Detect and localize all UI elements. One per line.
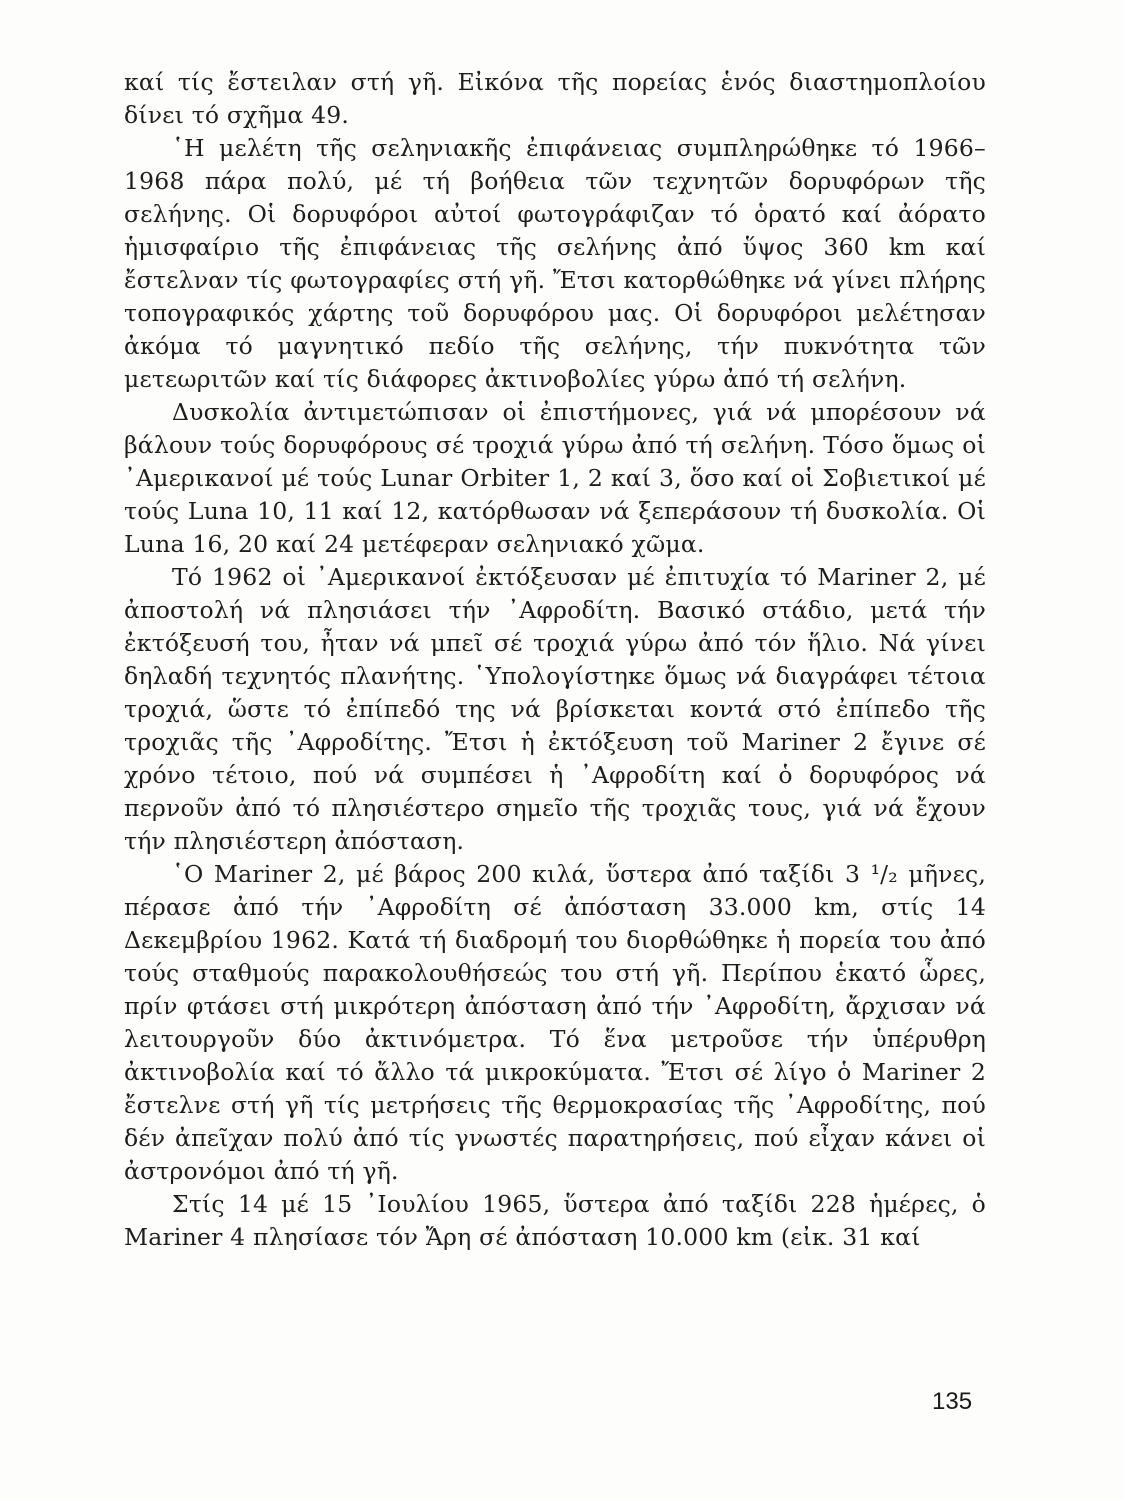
body-text [124, 66, 986, 1254]
paragraph-mariner-2-launch: Τό 1962 οἱ ᾿Αμερικανοί ἐκτόξευσαν μέ ἐπιτυχία τό Mariner 2, μέ ἀποστολή νά πλησιάσει τήν ᾿Αφροδίτη. Βασικό στάδιο, μετά τήν ἐκτόξευσή του, ἦταν νά μπεῖ σέ τροχιά γύρω ἀπό τόν ἥλιο. Νά γίνει δηλαδή τεχνητός πλανήτης. ῾Υπολογίστηκε ὅμως νά διαγράφει τέτοια τροχιά, ὥστε τό ἐπίπεδό της νά βρίσκεται κοντά στό ἐπίπεδο τῆς τροχιᾶς τῆς ᾿Αφροδίτης. Ἔτσι ἡ ἐκτόξευση τοῦ Mariner 2 ἔγινε σέ χρόνο τέτοιο, πού νά συμπέσει ἡ ᾿Αφροδίτη καί ὁ δορυφόρος νά περνοῦν ἀπό τό πλησιέστερο σημεῖο τῆς τροχιᾶς τους, γιά νά ἔχουν τήν πλησιέστερη ἀπόσταση. [124, 563, 986, 855]
paragraph-mariner-2-venus: ῾Ο Mariner 2, μέ βάρος 200 κιλά, ὕστερα ἀπό ταξίδι 3 ¹/₂ μῆνες, πέρασε ἀπό τήν ᾿Αφροδίτη σέ ἀπόσταση 33.000 km, στίς 14 Δεκεμβρίου 1962. Κατά τή διαδρομή του διορθώθηκε ἡ πορεία του ἀπό τούς σταθμούς παρακολουθήσεώς του στή γῆ. Περίπου ἑκατό ὧρες, πρίν φτάσει στή μικρότερη ἀπόσταση ἀπό τήν ᾿Αφροδίτη, ἄρχισαν νά λειτουργοῦν δύο ἀκτινόμετρα. Τό ἕνα μετροῦσε τήν ὑπέρυθρη ἀκτινοβολία καί τό ἄλλο τά μικροκύματα. Ἔτσι σέ λίγο ὁ Mariner 2 ἔστελνε στή γῆ τίς μετρήσεις τῆς θερμοκρασίας τῆς ᾿Αφροδίτης, πού δέν ἀπεῖχαν πολύ ἀπό τίς γνωστές παρατηρήσεις, πού εἶχαν κάνει οἱ ἀστρονόμοι ἀπό τή γῆ. [124, 860, 986, 1185]
page-number: 135 [932, 1388, 973, 1415]
paragraph-continuation: καί τίς ἔστειλαν στή γῆ. Εἰκόνα τῆς πορείας ἑνός διαστημοπλοίου δίνει τό σχῆμα 49. [124, 68, 986, 129]
paragraph-mariner-4-mars: Στίς 14 μέ 15 ᾿Ιουλίου 1965, ὕστερα ἀπό ταξίδι 228 ἡμέρες, ὁ Mariner 4 πλησίασε τόν Ἄρη σέ ἀπόσταση 10.000 km (εἰκ. 31 καί [124, 1190, 986, 1251]
paragraph-lunar-surface-study: ῾Η μελέτη τῆς σεληνιακῆς ἐπιφάνειας συμπληρώθηκε τό 1966–1968 πάρα πολύ, μέ τή βοήθεια τῶν τεχνητῶν δορυφόρων τῆς σελήνης. Οἱ δορυφόροι αὐτοί φωτογράφιζαν τό ὁρατό καί ἀόρατο ἡμισφαίριο τῆς ἐπιφάνειας τῆς σελήνης ἀπό ὕψος 360 km καί ἔστελναν τίς φωτογραφίες στή γῆ. Ἔτσι κατορθώθηκε νά γίνει πλήρης τοπογραφικός χάρτης τοῦ δορυφόρου μας. Οἱ δορυφόροι μελέτησαν ἀκόμα τό μαγνητικό πεδίο τῆς σελήνης, τήν πυκνότητα τῶν μετεωριτῶν καί τίς διάφορες ἀκτινοβολίες γύρω ἀπό τή σελήνη. [124, 134, 986, 393]
paragraph-lunar-orbit-difficulty: Δυσκολία ἀντιμετώπισαν οἱ ἐπιστήμονες, γιά νά μπορέσουν νά βάλουν τούς δορυφόρους σέ τροχιά γύρω ἀπό τή σελήνη. Τόσο ὅμως οἱ ᾿Αμερικανοί μέ τούς Lunar Orbiter 1, 2 καί 3, ὅσο καί οἱ Σοβιετικοί μέ τούς Luna 10, 11 καί 12, κατόρθωσαν νά ξεπεράσουν τή δυσκολία. Οἱ Luna 16, 20 καί 24 μετέφεραν σεληνιακό χῶμα. [124, 398, 986, 558]
